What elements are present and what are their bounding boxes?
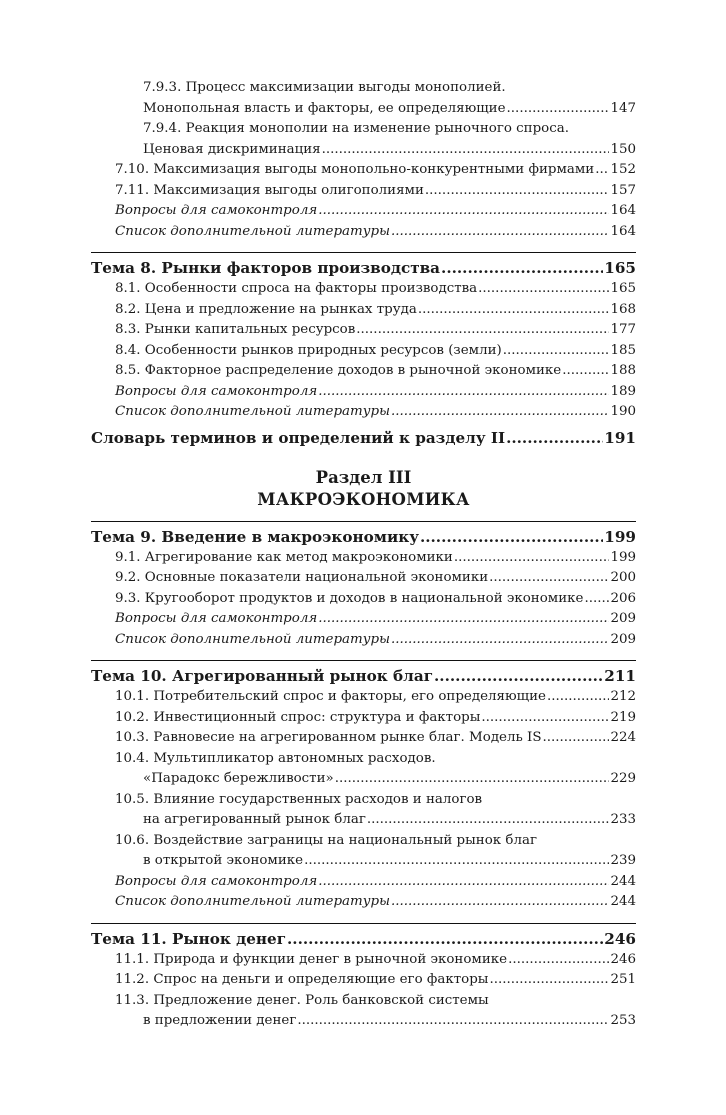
toc-entry-title: Вопросы для самоконтроля (115, 611, 318, 626)
page-number: 244 (610, 894, 636, 909)
toc-entry-10-4-line1: 10.4. Мультипликатор автономных расходов. (115, 750, 436, 766)
toc-entry-11-1 (91, 950, 636, 971)
toc-entry-questions (91, 201, 636, 222)
toc-entry-10-5 (91, 810, 636, 831)
toc-entry-literature (91, 402, 636, 423)
toc-entry-title: «Парадокс бережливости» (143, 771, 334, 786)
section-theme-10 (91, 660, 636, 913)
page-number: 219 (610, 709, 636, 725)
toc-entry (91, 341, 636, 362)
page-number: 164 (610, 203, 636, 218)
leader-dots (304, 851, 609, 872)
toc-entry-title: в предложении денег (143, 1013, 297, 1028)
toc-entry-7-9-4-line1: 7.9.4. Реакция монополии на изменение рыночного спроса. (143, 121, 569, 136)
leader-dots (481, 708, 609, 729)
toc-entry-title: 10.2. Инвестиционный спрос: структура и факторы (115, 709, 481, 725)
toc-entry-literature (91, 630, 636, 651)
page-number: 211 (604, 667, 636, 685)
section-theme-9 (91, 521, 636, 651)
page-number: 244 (610, 873, 636, 889)
page-number: 229 (610, 771, 636, 786)
theme-title: Тема 8. Рынки факторов производства (91, 259, 441, 277)
page-number: 224 (610, 730, 636, 745)
page-number: 209 (610, 631, 636, 647)
toc-entry-title: 11.2. Спрос на деньги и определяющие его факторы (115, 972, 489, 987)
section-theme-8 (91, 252, 636, 423)
leader-dots (425, 181, 610, 202)
leader-dots (562, 361, 609, 382)
part-title: МАКРОЭКОНОМИКА (257, 489, 470, 509)
toc-entry-questions (91, 609, 636, 630)
leader-dots (356, 320, 609, 341)
theme-title: Тема 9. Введение в макроэкономику (91, 527, 419, 546)
leader-dots (507, 99, 610, 120)
part-heading: Раздел III (315, 467, 412, 487)
toc-theme-11 (91, 928, 636, 950)
toc-theme-8 (91, 257, 636, 279)
toc-entry-10-4 (91, 769, 636, 790)
leader-dots (391, 630, 609, 651)
toc-entry (91, 300, 636, 321)
page-number: 147 (610, 100, 636, 116)
toc-entry-title: 7.10. Максимизация выгоды монопольно-конкурентными фирмами (115, 162, 595, 177)
toc-entry-literature (91, 892, 636, 913)
toc-entry-title: 8.3. Рынки капитальных ресурсов (115, 322, 356, 337)
toc-entry-title: 10.1. Потребительский спрос и факторы, его определяющие (115, 689, 546, 704)
leader-dots (297, 1011, 609, 1032)
toc-entry (91, 589, 636, 610)
toc-entry-7-10 (91, 160, 636, 181)
toc-entry (91, 320, 636, 341)
leader-dots (287, 928, 603, 950)
toc-entry-title: Вопросы для самоконтроля (115, 383, 318, 399)
page-number: 191 (604, 428, 636, 447)
toc-entry-title: 9.2. Основные показатели национальной экономики (115, 570, 489, 585)
toc-theme-10 (91, 665, 636, 687)
page-number: 189 (610, 383, 636, 399)
page-number: 150 (610, 141, 636, 157)
toc-entry-10-6 (91, 851, 636, 872)
page-number: 177 (610, 322, 636, 337)
toc-entry-7-9-3 (91, 99, 636, 120)
page-number: 152 (610, 162, 636, 177)
toc-entry-11-2 (91, 970, 636, 991)
toc-entry-title: 10.3. Равновесие на агрегированном рынке благ. Модель IS (115, 730, 542, 745)
leader-dots (503, 341, 610, 362)
toc-entry-10-5-line1: 10.5. Влияние государственных расходов и налогов (115, 791, 483, 807)
toc-entry-title: на агрегированный рынок благ (143, 812, 366, 827)
toc-entry-questions (91, 872, 636, 893)
page-number: 251 (610, 972, 636, 987)
page-number: 239 (610, 853, 636, 868)
page-number: 246 (610, 951, 636, 967)
table-of-contents (91, 78, 636, 1032)
toc-entry (91, 279, 636, 300)
toc-entry-title: 11.1. Природа и функции денег в рыночной экономике (115, 951, 508, 967)
leader-dots (441, 257, 603, 279)
toc-entry (91, 361, 636, 382)
toc-entry-10-1 (91, 687, 636, 708)
toc-entry (91, 568, 636, 589)
leader-dots (547, 687, 610, 708)
leader-dots (595, 160, 609, 181)
toc-entry-questions (91, 382, 636, 403)
toc-entry-10-6-line1: 10.6. Воздействие заграницы на национальный рынок благ (115, 832, 537, 848)
toc-entry-title: 8.4. Особенности рынков природных ресурсов (земли) (115, 342, 502, 358)
theme-title: Тема 10. Агрегированный рынок благ (91, 667, 434, 685)
toc-entry (91, 548, 636, 569)
toc-entry-title: Список дополнительной литературы (115, 404, 390, 419)
toc-entry-literature (91, 222, 636, 243)
page-number: 168 (610, 301, 636, 317)
page-number: 199 (604, 527, 636, 546)
leader-dots (543, 728, 610, 749)
leader-dots (318, 382, 609, 403)
leader-dots (489, 970, 609, 991)
leader-dots (508, 950, 609, 971)
section-theme-11 (91, 923, 636, 1032)
toc-entry-title: в открытой экономике (143, 853, 304, 868)
toc-entry-title: Монопольная власть и факторы, ее определяющие (143, 100, 506, 116)
toc-entry-11-3-line1: 11.3. Предложение денег. Роль банковской системы (115, 992, 489, 1008)
toc-entry-7-11 (91, 181, 636, 202)
leader-dots (418, 300, 610, 321)
leader-dots (322, 140, 610, 161)
page-number: 253 (610, 1013, 636, 1028)
toc-entry-title: 7.11. Максимизация выгоды олигополиями (115, 182, 424, 198)
page-number: 199 (610, 549, 636, 565)
toc-entry-7-9-3-line1: 7.9.3. Процесс максимизации выгоды монополией. (143, 80, 506, 95)
toc-entry-title: 9.1. Агрегирование как метод макроэкономики (115, 549, 453, 565)
toc-entry-title: 8.1. Особенности спроса на факторы производства (115, 281, 478, 296)
page-number: 165 (610, 281, 636, 296)
page-number: 233 (610, 812, 636, 827)
toc-entry-title: Список дополнительной литературы (115, 631, 390, 647)
toc-entry-10-3 (91, 728, 636, 749)
toc-entry-title: Список дополнительной литературы (115, 223, 390, 239)
theme-title: Тема 11. Рынок денег (91, 929, 287, 948)
leader-dots (318, 609, 609, 630)
toc-entry-10-2 (91, 708, 636, 729)
page-number: 209 (610, 611, 636, 626)
page-number: 157 (610, 182, 636, 198)
leader-dots (318, 201, 609, 222)
toc-entry-11-3 (91, 1011, 636, 1032)
page-number: 164 (610, 223, 636, 239)
leader-dots (335, 769, 610, 790)
leader-dots (318, 872, 609, 893)
toc-entry-title: Вопросы для самоконтроля (115, 203, 318, 218)
page-number: 165 (604, 259, 636, 277)
leader-dots (391, 222, 609, 243)
page-number: 206 (610, 590, 636, 606)
leader-dots (584, 589, 609, 610)
toc-entry-7-9-4 (91, 140, 636, 161)
glossary-title: Словарь терминов и определений к разделу II (91, 428, 506, 447)
toc-entry-title: Список дополнительной литературы (115, 894, 390, 909)
leader-dots (391, 892, 609, 913)
leader-dots (434, 665, 603, 687)
leader-dots (391, 402, 609, 423)
leader-dots (367, 810, 610, 831)
leader-dots (420, 526, 603, 548)
leader-dots (454, 548, 610, 569)
leader-dots (489, 568, 609, 589)
page-number: 200 (610, 570, 636, 585)
page-number: 212 (610, 689, 636, 704)
toc-theme-9 (91, 526, 636, 548)
page-number: 185 (610, 342, 636, 358)
leader-dots (478, 279, 609, 300)
toc-glossary (91, 427, 636, 449)
toc-entry-title: Вопросы для самоконтроля (115, 873, 318, 889)
page-number: 188 (610, 363, 636, 378)
toc-entry-title: 9.3. Кругооборот продуктов и доходов в национальной экономике (115, 590, 584, 606)
toc-entry-title: Ценовая дискриминация (143, 141, 321, 157)
toc-entry-title: 8.5. Факторное распределение доходов в рыночной экономике (115, 363, 562, 378)
leader-dots (506, 427, 603, 449)
page-number: 246 (604, 929, 636, 948)
toc-entry-title: 8.2. Цена и предложение на рынках труда (115, 301, 417, 317)
page-number: 190 (610, 404, 636, 419)
